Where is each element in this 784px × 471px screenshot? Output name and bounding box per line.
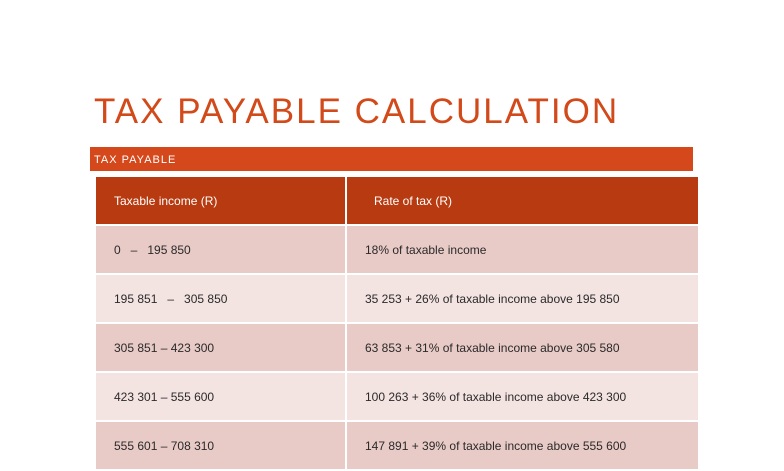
header-rate-of-tax: Rate of tax (R): [347, 177, 698, 224]
income-bracket-cell: 195 851 – 305 850: [96, 275, 345, 322]
tax-rate-cell: 147 891 + 39% of taxable income above 555 600: [347, 422, 698, 469]
table-header-row: [96, 177, 698, 224]
income-bracket-cell: 0 – 195 850: [96, 226, 345, 273]
income-bracket-cell: 423 301 – 555 600: [96, 373, 345, 420]
income-bracket-cell: 555 601 – 708 310: [96, 422, 345, 469]
page-title: TAX PAYABLE CALCULATION: [94, 92, 620, 131]
table-row: [96, 275, 698, 322]
income-bracket-cell: 305 851 – 423 300: [96, 324, 345, 371]
header-taxable-income: Taxable income (R): [96, 177, 345, 224]
tax-rate-cell: 35 253 + 26% of taxable income above 195 850: [347, 275, 698, 322]
tax-rate-cell: 100 263 + 36% of taxable income above 423 300: [347, 373, 698, 420]
section-header-bar: [90, 147, 693, 171]
table-row: [96, 422, 698, 469]
tax-rate-cell: 63 853 + 31% of taxable income above 305 580: [347, 324, 698, 371]
table-row: [96, 324, 698, 371]
table-row: [96, 226, 698, 273]
tax-table: [94, 175, 700, 471]
section-label: TAX PAYABLE: [94, 154, 177, 166]
table-row: [96, 373, 698, 420]
tax-rate-cell: 18% of taxable income: [347, 226, 698, 273]
